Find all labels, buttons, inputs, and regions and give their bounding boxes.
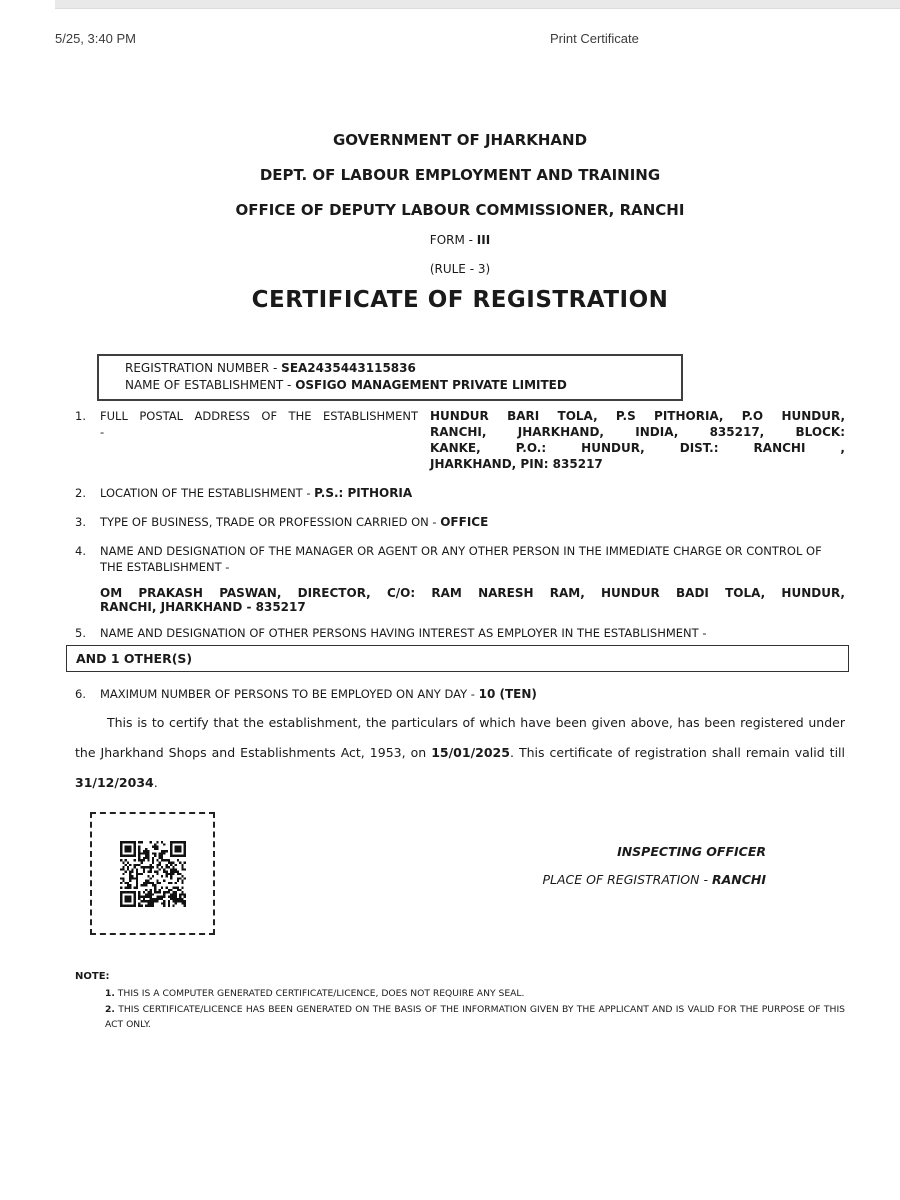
label-dash: -	[100, 425, 105, 439]
registration-number-label: REGISTRATION NUMBER -	[125, 361, 282, 375]
registration-number-value: SEA2435443115836	[281, 361, 416, 375]
department-heading: DEPT. OF LABOUR EMPLOYMENT AND TRAINING	[259, 166, 661, 184]
other-persons-box: AND 1 OTHER(S)	[66, 645, 849, 672]
note-item-1: 1. THIS IS A COMPUTER GENERATED CERTIFICATE/LICENCE, DOES NOT REQUIRE ANY SEAL.	[105, 988, 525, 999]
business-type-label: TYPE OF BUSINESS, TRADE OR PROFESSION CARRIED ON -	[100, 515, 441, 529]
location-value: P.S.: PITHORIA	[314, 486, 413, 500]
item-number: 3.	[75, 515, 86, 529]
certificate-title: CERTIFICATE OF REGISTRATION	[251, 287, 669, 313]
item-number: 5.	[75, 626, 86, 640]
max-persons-value: 10 (TEN)	[478, 687, 537, 701]
note-section	[75, 971, 845, 1033]
item-manager	[75, 543, 845, 575]
manager-value: OM PRAKASH PASWAN, DIRECTOR, C/O: RAM NARESH RAM, HUNDUR BADI TOLA, HUNDUR, RANCHI, JHARKHAND - 835217	[100, 586, 845, 614]
items-list	[75, 408, 845, 702]
postal-address-label: FULL POSTAL ADDRESS OF THE ESTABLISHMENT -	[100, 409, 418, 439]
item-other-persons	[75, 625, 845, 641]
manager-label: NAME AND DESIGNATION OF THE MANAGER OR AGENT OR ANY OTHER PERSON IN THE IMMEDIATE CHARGE OR CONTROL OF THE ESTABLISHMENT -	[100, 544, 822, 574]
item-number: 2.	[75, 486, 86, 500]
government-heading: GOVERNMENT OF JHARKHAND	[332, 131, 588, 149]
postal-address-value: HUNDUR BARI TOLA, P.S PITHORIA, P.O HUNDUR, RANCHI, JHARKHAND, INDIA, 835217, BLOCK: KANKE, P.O.: HUNDUR, DIST.: RANCHI , JHARKHAND, PIN: 835217	[430, 409, 845, 471]
item-max-persons	[75, 686, 845, 702]
officer-block	[542, 844, 766, 887]
note-item-2: 2. THIS CERTIFICATE/LICENCE HAS BEEN GENERATED ON THE BASIS OF THE INFORMATION GIVEN BY THE APPLICANT AND IS VALID FOR THE PURPOSE OF THIS ACT ONLY.	[105, 1003, 845, 1030]
rule-line: (RULE - 3)	[429, 262, 491, 276]
form-line	[75, 234, 845, 247]
establishment-name-line	[125, 377, 675, 394]
item-business-type	[75, 514, 845, 530]
place-of-registration-line: PLACE OF REGISTRATION - RANCHI	[542, 872, 766, 887]
item-number: 4.	[75, 544, 86, 558]
qr-dashed-frame	[90, 812, 215, 935]
certification-paragraph: This is to certify that the establishment, the particulars of which have been given above, has been registered under the Jharkhand Shops and Establishments Act, 1953, on 15/01/2025. This certificate of registration shall remain valid till 31/12/2034.	[75, 715, 845, 790]
establishment-name-label: NAME OF ESTABLISHMENT -	[125, 378, 296, 392]
other-persons-label: NAME AND DESIGNATION OF OTHER PERSONS HAVING INTEREST AS EMPLOYER IN THE ESTABLISHMENT -	[100, 626, 707, 640]
item-number: 1.	[75, 409, 86, 423]
form-number: III	[476, 233, 491, 247]
location-label: LOCATION OF THE ESTABLISHMENT -	[100, 486, 315, 500]
office-heading: OFFICE OF DEPUTY LABOUR COMMISSIONER, RANCHI	[235, 201, 685, 219]
print-header-title: Print Certificate	[550, 31, 639, 46]
form-label: FORM -	[429, 233, 477, 247]
max-persons-label: MAXIMUM NUMBER OF PERSONS TO BE EMPLOYED ON ANY DAY -	[100, 687, 479, 701]
signature-row	[75, 812, 845, 937]
inspecting-officer-title: INSPECTING OFFICER	[617, 844, 766, 859]
note-heading: NOTE:	[75, 971, 110, 982]
item-number: 6.	[75, 687, 86, 701]
place-value: RANCHI	[711, 872, 766, 887]
certificate-document	[75, 125, 845, 1033]
business-type-value: OFFICE	[440, 515, 489, 529]
registration-box	[97, 354, 683, 401]
print-header-datetime: 5/25, 3:40 PM	[55, 31, 136, 46]
qr-code-icon	[120, 841, 186, 907]
validity-date: 31/12/2034	[75, 775, 154, 790]
browser-top-strip	[55, 0, 900, 9]
item-postal-address	[75, 408, 845, 472]
registration-date: 15/01/2025	[431, 745, 510, 760]
registration-number-line	[125, 360, 675, 377]
item-location	[75, 485, 845, 501]
establishment-name-value: OSFIGO MANAGEMENT PRIVATE LIMITED	[295, 378, 567, 392]
